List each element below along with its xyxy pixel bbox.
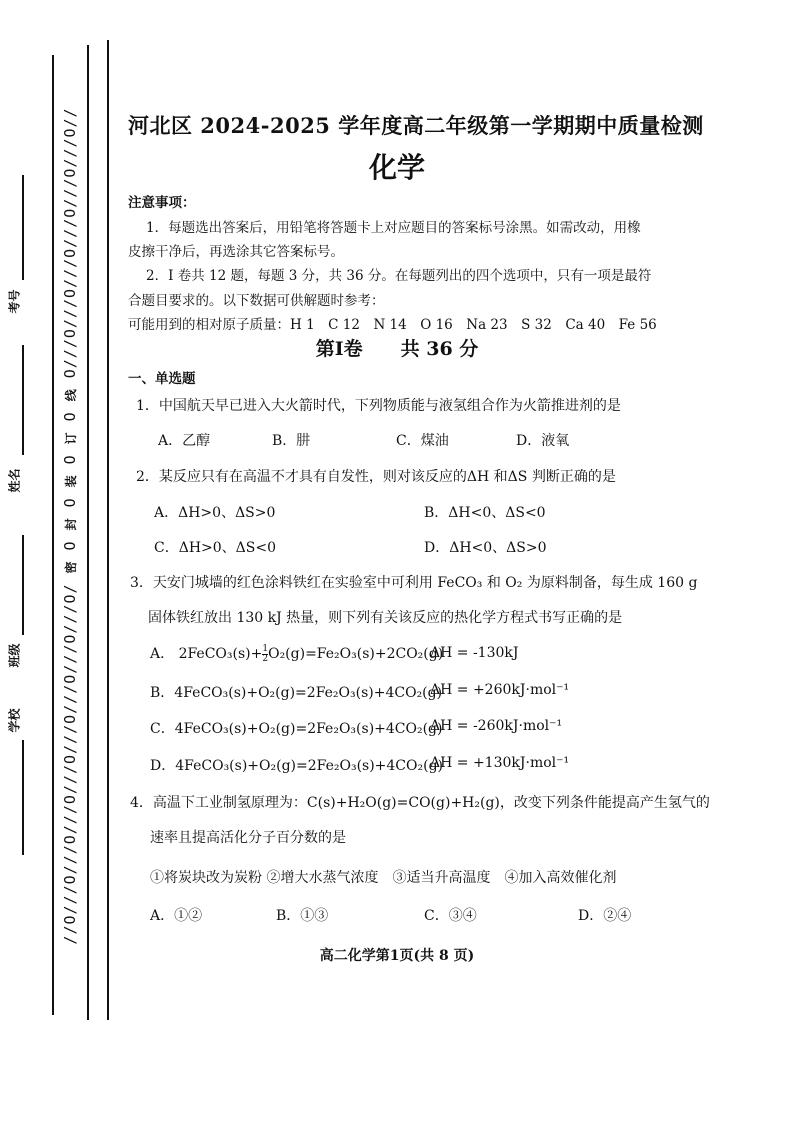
q3-option-a[interactable] xyxy=(150,643,443,664)
equation: 4FeCO₃(s)+O₂(g)=2Fe₂O₃(s)+4CO₂(g) xyxy=(174,685,443,701)
q3-option-c[interactable] xyxy=(150,718,442,738)
label-name: 姓名 xyxy=(7,468,22,493)
name-blank[interactable] xyxy=(22,345,24,455)
q2-option-d[interactable]: D．ΔH<0、ΔS>0 xyxy=(424,540,547,556)
q1-option-c[interactable]: C．煤油 xyxy=(396,433,449,449)
fraction: $\frac{1}{2}$ xyxy=(262,643,269,664)
q2-option-a[interactable]: A．ΔH>0、ΔS>0 xyxy=(154,505,276,521)
equation-part: 2FeCO₃(s)+ xyxy=(178,646,263,662)
option-label: D． xyxy=(150,758,176,774)
q1-option-d[interactable]: D．液氧 xyxy=(516,433,570,449)
q3-b-enthalpy: ΔH = +260kJ·mol⁻¹ xyxy=(430,682,570,698)
q1-option-b[interactable]: B．肼 xyxy=(272,433,311,449)
school-blank[interactable] xyxy=(22,740,24,855)
note-2: 2．I 卷共 12 题，每题 3 分，共 36 分。在每题列出的四个选项中，只有一项是最符 xyxy=(146,268,652,284)
question-4-conditions: ①将炭块改为炭粉 ②增大水蒸气浓度 ③适当升高温度 ④加入高效催化剂 xyxy=(150,870,617,886)
q4-option-a[interactable]: A．①② xyxy=(150,908,203,924)
seal-pattern: //O///O///O///O///O///O///O///O///O/ xyxy=(61,583,79,945)
label-school: 学校 xyxy=(7,708,22,733)
question-2-stem: 2．某反应只有在高温不才具有自发性，则对该反应的ΔH 和ΔS 判断正确的是 xyxy=(136,469,616,485)
note-2-cont: 合题目要求的。以下数据可供解题时参考： xyxy=(128,293,385,309)
seal-line-strip: //O///O///O///O///O///O///O///O///O/ 密 O 封 O 装 O 订 O 线 O///O///O///O///O///O///O// xyxy=(61,107,79,945)
seal-char-ding: 订 xyxy=(63,431,78,445)
section-title: 第I卷 共 36 分 xyxy=(315,338,479,360)
label-exam-number: 考号 xyxy=(7,289,22,314)
question-4-stem-cont: 速率且提高活化分子百分数的是 xyxy=(150,830,346,846)
exam-number-blank[interactable] xyxy=(22,175,24,280)
margin-line-edge xyxy=(107,40,109,1020)
note-1: 1．每题选出答案后，用铅笔将答题卡上对应题目的答案标号涂黑。如需改动，用橡 xyxy=(146,220,641,236)
equation: 4FeCO₃(s)+O₂(g)=2Fe₂O₃(s)+4CO₂(g) xyxy=(175,758,443,774)
q3-c-enthalpy: ΔH = -260kJ·mol⁻¹ xyxy=(430,718,563,734)
equation: 4FeCO₃(s)+O₂(g)=2Fe₂O₃(s)+4CO₂(g) xyxy=(174,721,443,737)
seal-char-zhuang: 装 xyxy=(63,474,78,488)
question-3-stem-cont: 固体铁红放出 130 kJ 热量，则下列有关该反应的热化学方程式书写正确的是 xyxy=(148,610,623,626)
seal-char-mi: 密 xyxy=(63,560,78,574)
note-1-cont: 皮擦干净后，再选涂其它答案标号。 xyxy=(128,244,344,260)
q2-option-b[interactable]: B．ΔH<0、ΔS<0 xyxy=(424,505,546,521)
option-label: C． xyxy=(150,721,175,737)
option-label: B． xyxy=(150,685,175,701)
q3-option-b[interactable] xyxy=(150,682,442,702)
q3-a-enthalpy: ΔH = -130kJ xyxy=(430,645,519,661)
q4-option-d[interactable]: D．②④ xyxy=(578,908,632,924)
q2-option-c[interactable]: C．ΔH>0、ΔS<0 xyxy=(154,540,277,556)
q3-option-d[interactable] xyxy=(150,755,443,775)
subject-title: 化学 xyxy=(368,151,425,184)
margin-line-outer xyxy=(52,55,54,1015)
question-4-stem: 4．高温下工业制氢原理为：C(s)+H₂O(g)=CO(g)+H₂(g)，改变下列条件能提高产生氢气的 xyxy=(130,795,710,811)
part-title: 一、单选题 xyxy=(128,371,196,387)
question-1-stem: 1．中国航天早已进入大火箭时代，下列物质能与液氢组合作为火箭推进剂的是 xyxy=(136,398,621,414)
exam-title: 河北区 2024-2025 学年度高二年级第一学期期中质量检测 xyxy=(128,113,704,138)
q4-option-b[interactable]: B．①③ xyxy=(276,908,329,924)
q1-option-a[interactable]: A．乙醇 xyxy=(158,433,211,449)
q4-option-c[interactable]: C．③④ xyxy=(424,908,477,924)
label-class: 班级 xyxy=(7,643,22,668)
question-3-stem: 3．天安门城墙的红色涂料铁红在实验室中可利用 FeCO₃ 和 O₂ 为原料制备，每生成 160 g xyxy=(130,575,698,591)
atomic-masses: 可能用到的相对原子质量：H 1 C 12 N 14 O 16 Na 23 S 32 Ca 40 Fe 56 xyxy=(128,317,657,333)
margin-line-inner xyxy=(87,45,89,1020)
seal-char-feng: 封 xyxy=(63,517,78,531)
equation-part: O₂(g)=Fe₂O₃(s)+2CO₂(g) xyxy=(268,646,444,662)
q3-d-enthalpy: ΔH = +130kJ·mol⁻¹ xyxy=(430,755,570,771)
class-blank[interactable] xyxy=(22,535,24,635)
page-footer: 高二化学第1页(共 8 页) xyxy=(319,948,475,964)
option-label: A． xyxy=(150,646,175,662)
seal-pattern: O///O///O///O///O///O///O// xyxy=(61,107,79,379)
notes-heading: 注意事项： xyxy=(128,195,196,211)
seal-char-xian: 线 xyxy=(63,388,78,402)
